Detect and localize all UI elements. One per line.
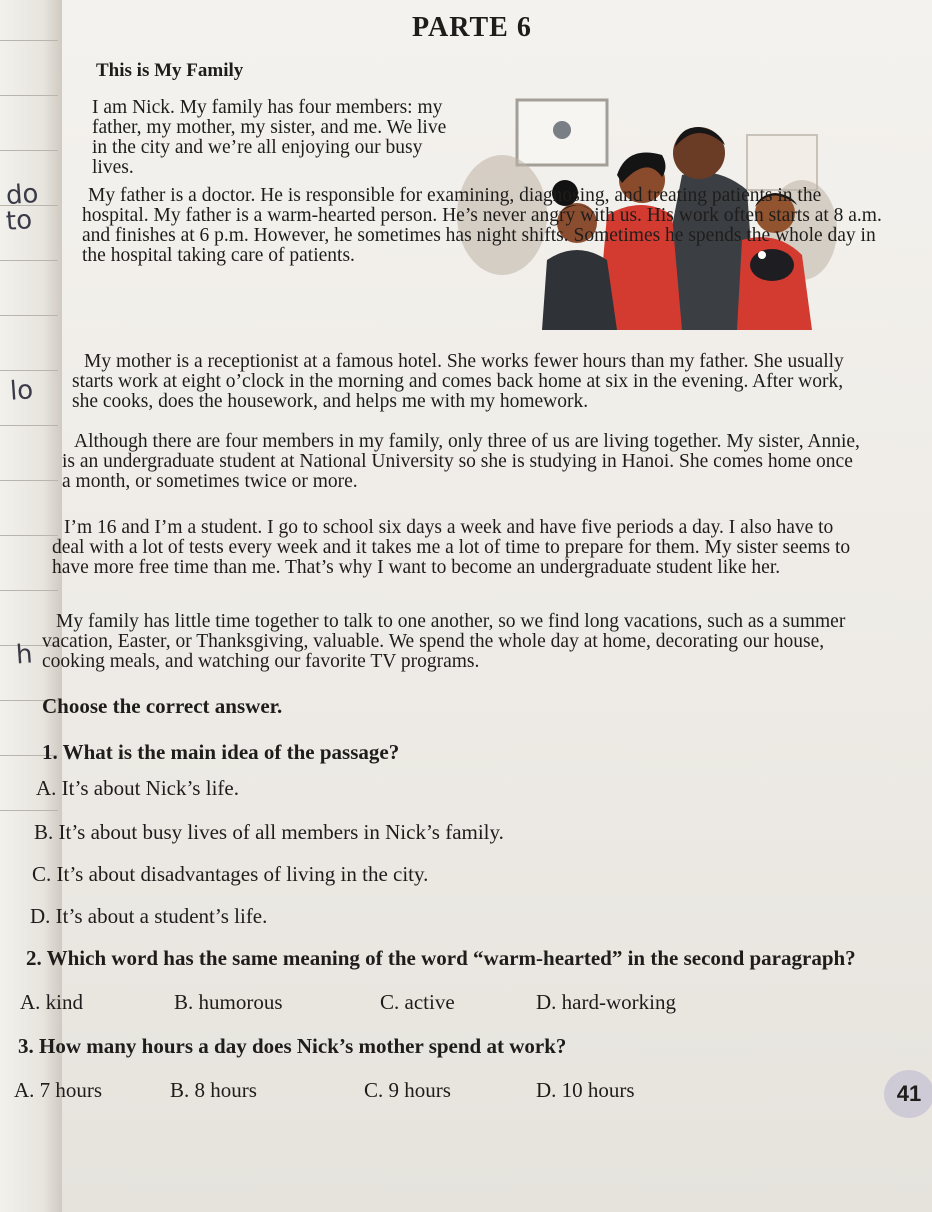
- q1-option-d[interactable]: D. It’s about a student’s life.: [30, 904, 268, 928]
- rule-line: [0, 535, 58, 536]
- handwritten-note: lo: [8, 375, 35, 407]
- rule-line: [0, 370, 58, 371]
- instructions: Choose the correct answer.: [42, 694, 283, 718]
- handwritten-note: do: [4, 178, 40, 212]
- textbook-page: [14, 0, 932, 1212]
- rule-line: [0, 40, 58, 41]
- paragraph-nick: I’m 16 and I’m a student. I go to school six days a week and have five periods a day. I also have to deal with a lot of tests every week and it takes me a lot of time to prepare for them. My sister seems to have more free time than me. That’s why I want to become an undergraduate student like her.: [52, 517, 851, 578]
- q1-option-c[interactable]: C. It’s about disadvantages of living in the city.: [32, 862, 429, 886]
- passage-title: This is My Family: [96, 60, 244, 81]
- q3-option-d[interactable]: D. 10 hours: [536, 1078, 635, 1102]
- page-number: 41: [884, 1070, 932, 1118]
- left-page-edge: [0, 0, 63, 1212]
- paragraph-mother: My mother is a receptionist at a famous hotel. She works fewer hours than my father. She usually starts work at eight o’clock in the morning and comes back home at six in the evening. After work, she cooks, does the housework, and helps me with my homework.: [72, 351, 844, 412]
- q2-option-a[interactable]: A. kind: [20, 990, 83, 1014]
- q3-option-b[interactable]: B. 8 hours: [170, 1078, 257, 1102]
- q1-option-b[interactable]: B. It’s about busy lives of all members in Nick’s family.: [34, 820, 504, 844]
- section-heading: PARTE 6: [412, 12, 532, 43]
- rule-line: [0, 810, 58, 811]
- q3-option-c[interactable]: C. 9 hours: [364, 1078, 451, 1102]
- rule-line: [0, 480, 58, 481]
- rule-line: [0, 150, 58, 151]
- q2-option-c[interactable]: C. active: [380, 990, 455, 1014]
- rule-line: [0, 260, 58, 261]
- q2-option-b[interactable]: B. humorous: [174, 990, 283, 1014]
- question-1: 1. What is the main idea of the passage?: [42, 740, 400, 764]
- paragraph-father: My father is a doctor. He is responsible for examining, diagnosing, and treating patients in the hospital. My father is a warm-hearted person. He’s never angry with us. His work often starts at 8 a.m. and finishes at 6 p.m. However, he sometimes has night shifts. Sometimes he spends the whole day in the hospital taking care of patients.: [82, 185, 882, 266]
- handwritten-note: h: [14, 639, 34, 671]
- question-3: 3. How many hours a day does Nick’s mother spend at work?: [18, 1034, 567, 1058]
- paragraph-vacations: My family has little time together to talk to one another, so we find long vacations, such as a summer vacation, Easter, or Thanksgiving, valuable. We spend the whole day at home, decorating our house, cooking meals, and watching our favorite TV programs.: [42, 611, 846, 672]
- rule-line: [0, 590, 58, 591]
- rule-line: [0, 315, 58, 316]
- q2-option-d[interactable]: D. hard-working: [536, 990, 676, 1014]
- q1-option-a[interactable]: A. It’s about Nick’s life.: [36, 776, 239, 800]
- handwritten-note: to: [4, 205, 34, 237]
- paragraph-sister: Although there are four members in my family, only three of us are living together. My sister, Annie, is an undergraduate student at National University so she is studying in Hanoi. She comes home once a month, or sometimes twice or more.: [62, 431, 860, 492]
- question-2: 2. Which word has the same meaning of the word “warm-hearted” in the second paragraph?: [26, 946, 856, 970]
- rule-line: [0, 95, 58, 96]
- rule-line: [0, 425, 58, 426]
- q3-option-a[interactable]: A. 7 hours: [14, 1078, 103, 1102]
- paragraph-intro: I am Nick. My family has four members: my father, my mother, my sister, and me. We live in the city and we’re all enjoying our busy lives.: [92, 97, 447, 178]
